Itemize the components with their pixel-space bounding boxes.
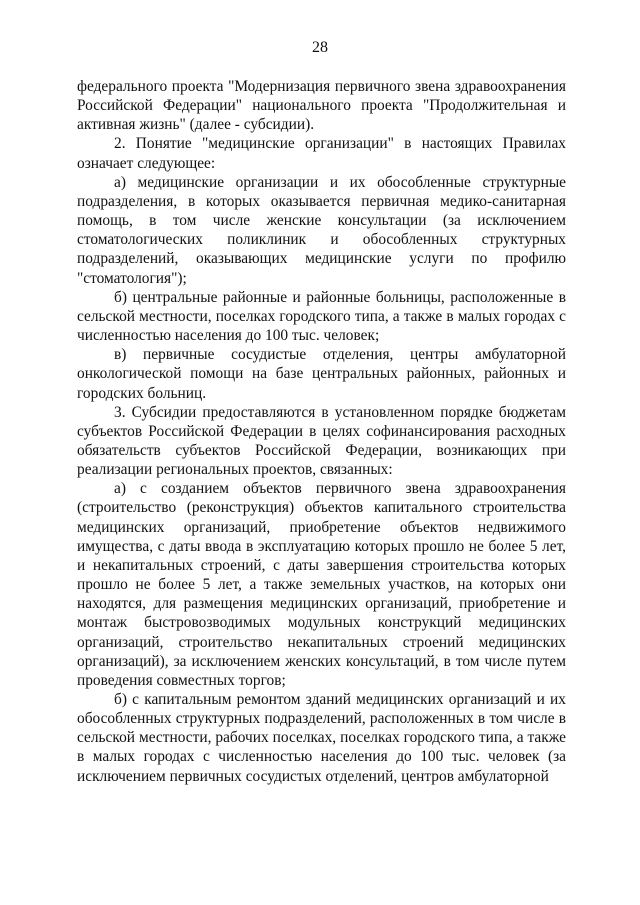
- page-number: 28: [312, 39, 328, 56]
- paragraph-continuation: федерального проекта "Модернизация первичного звена здравоохранения Российской Федерации" национального проекта "Продолжительная и активная жизнь" (далее - субсидии).: [77, 78, 566, 134]
- paragraph-subitem-3b: б) с капитальным ремонтом зданий медицинских организаций и их обособленных структурных подразделений, расположенных в том числе в сельской местности, рабочих поселках, поселках городского типа, а также в малых городах с численностью населения до 100 тыс. человек (за исключением первичных сосудистых отделений, центров амбулаторной: [77, 691, 566, 785]
- paragraph-subitem-2v: в) первичные сосудистые отделения, центры амбулаторной онкологической помощи на базе центральных районных, районных и городских больниц.: [77, 346, 566, 402]
- paragraph-item-2: 2. Понятие "медицинские организации" в настоящих Правилах означает следующее:: [77, 135, 566, 172]
- paragraph-subitem-2b: б) центральные районные и районные больницы, расположенные в сельской местности, поселках городского типа, а также в малых городах с численностью населения до 100 тыс. человек;: [77, 288, 566, 345]
- paragraph-subitem-2a: а) медицинские организации и их обособленные структурные подразделения, в которых оказывается первичная медико-санитарная помощь, в том числе женские консультации (за исключением стоматологических поликлиник и обособленных структурных подразделений, оказывающих медицинские услуги по профилю "стоматология");: [77, 173, 566, 287]
- paragraph-item-3: 3. Субсидии предоставляются в установленном порядке бюджетам субъектов Российской Федерации в целях софинансирования расходных обязательств субъектов Российской Федерации, возникающих при реализации региональных проектов, связанных:: [77, 403, 566, 479]
- paragraph-subitem-3a: а) с созданием объектов первичного звена здравоохранения (строительство (реконструкция) объектов капитального строительства медицинских организаций, приобретение объектов недвижимого имущества, с даты ввода в эксплуатацию которых прошло не более 5 лет, и некапитальных строений, с даты завершения строительства которых прошло не более 5 лет, а также земельных участков, на которых они находятся, для размещения медицинских организаций, приобретение и монтаж быстровозводимых модульных конструкций медицинских организаций, строительство некапитальных строений медицинских организаций), за исключением женских консультаций, в том числе путем проведения совместных торгов;: [77, 480, 566, 689]
- document-body: [77, 77, 566, 786]
